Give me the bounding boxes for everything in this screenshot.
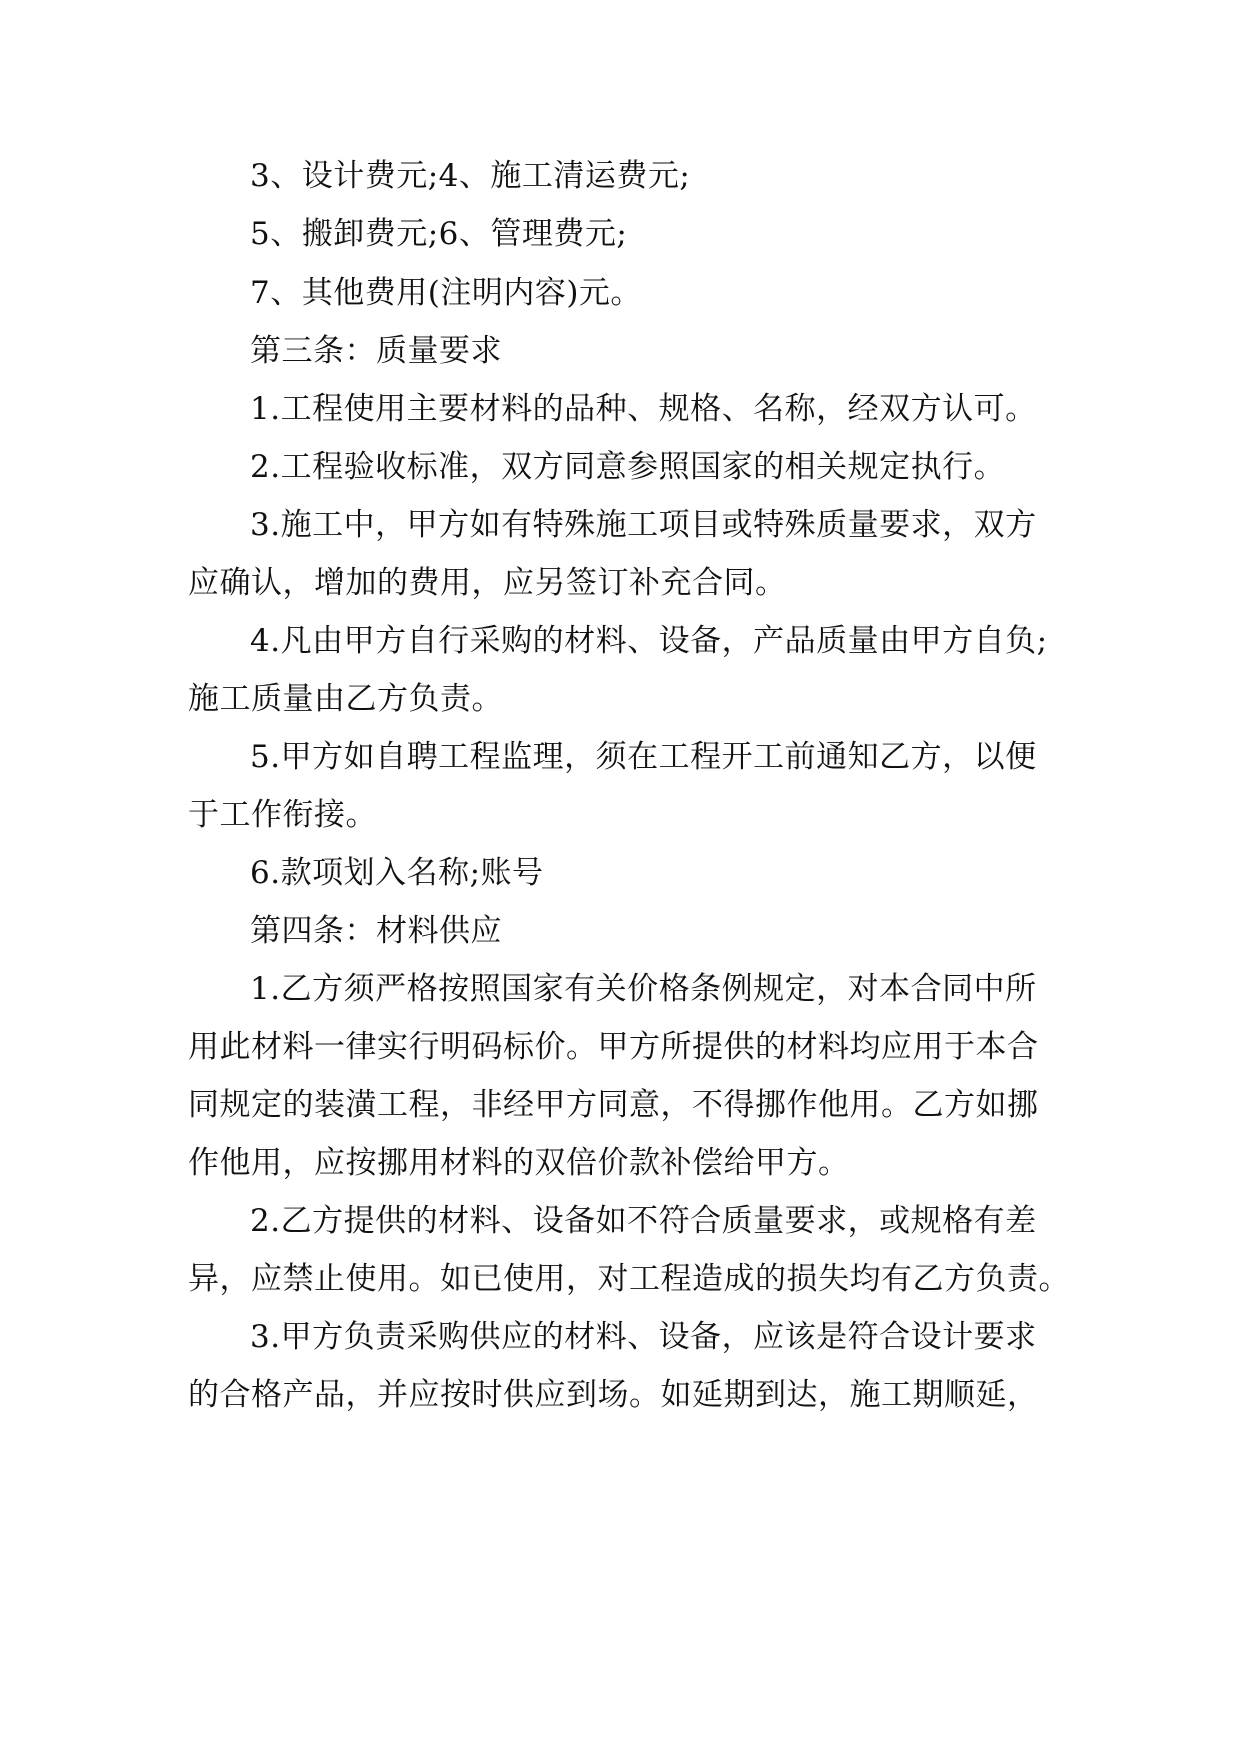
quality-clause-2: 2.工程验收标准，双方同意参照国家的相关规定执行。 [250,449,1006,485]
quality-clause-3-continued: 应确认，增加的费用，应另签订补充合同。 [188,565,787,601]
materials-clause-1-continued-a: 用此材料一律实行明码标价。甲方所提供的材料均应用于本合 [188,1029,1039,1065]
materials-clause-1-continued-c: 作他用，应按挪用材料的双倍价款补偿给甲方。 [188,1145,850,1181]
materials-clause-3-continued: 的合格产品，并应按时供应到场。如延期到达，施工期顺延， [188,1377,1039,1413]
materials-clause-1-continued-b: 同规定的装潢工程，非经甲方同意，不得挪作他用。乙方如挪 [188,1087,1039,1123]
quality-clause-5: 5.甲方如自聘工程监理，须在工程开工前通知乙方，以便 [250,739,1037,775]
section-heading-materials: 第四条：材料供应 [250,913,502,949]
contract-line-handling-fee: 5、搬卸费元;6、管理费元; [250,216,628,252]
quality-clause-5-continued: 于工作衔接。 [188,797,377,833]
contract-line-other-fees: 7、其他费用(注明内容)元。 [250,275,642,311]
contract-line-design-fee: 3、设计费元;4、施工清运费元; [250,158,691,194]
section-heading-quality: 第三条：质量要求 [250,333,502,369]
materials-clause-2: 2.乙方提供的材料、设备如不符合质量要求，或规格有差 [250,1203,1037,1239]
quality-clause-4: 4.凡由甲方自行采购的材料、设备，产品质量由甲方自负; [250,623,1048,659]
quality-clause-3: 3.施工中，甲方如有特殊施工项目或特殊质量要求，双方 [250,507,1037,543]
materials-clause-1: 1.乙方须严格按照国家有关价格条例规定，对本合同中所 [250,971,1037,1007]
quality-clause-1: 1.工程使用主要材料的品种、规格、名称，经双方认可。 [250,391,1037,427]
materials-clause-3: 3.甲方负责采购供应的材料、设备，应该是符合设计要求 [250,1319,1037,1355]
quality-clause-4-continued: 施工质量由乙方负责。 [188,681,503,717]
materials-clause-2-continued: 异，应禁止使用。如已使用，对工程造成的损失均有乙方负责。 [188,1261,1070,1297]
quality-clause-6: 6.款项划入名称;账号 [250,855,544,891]
